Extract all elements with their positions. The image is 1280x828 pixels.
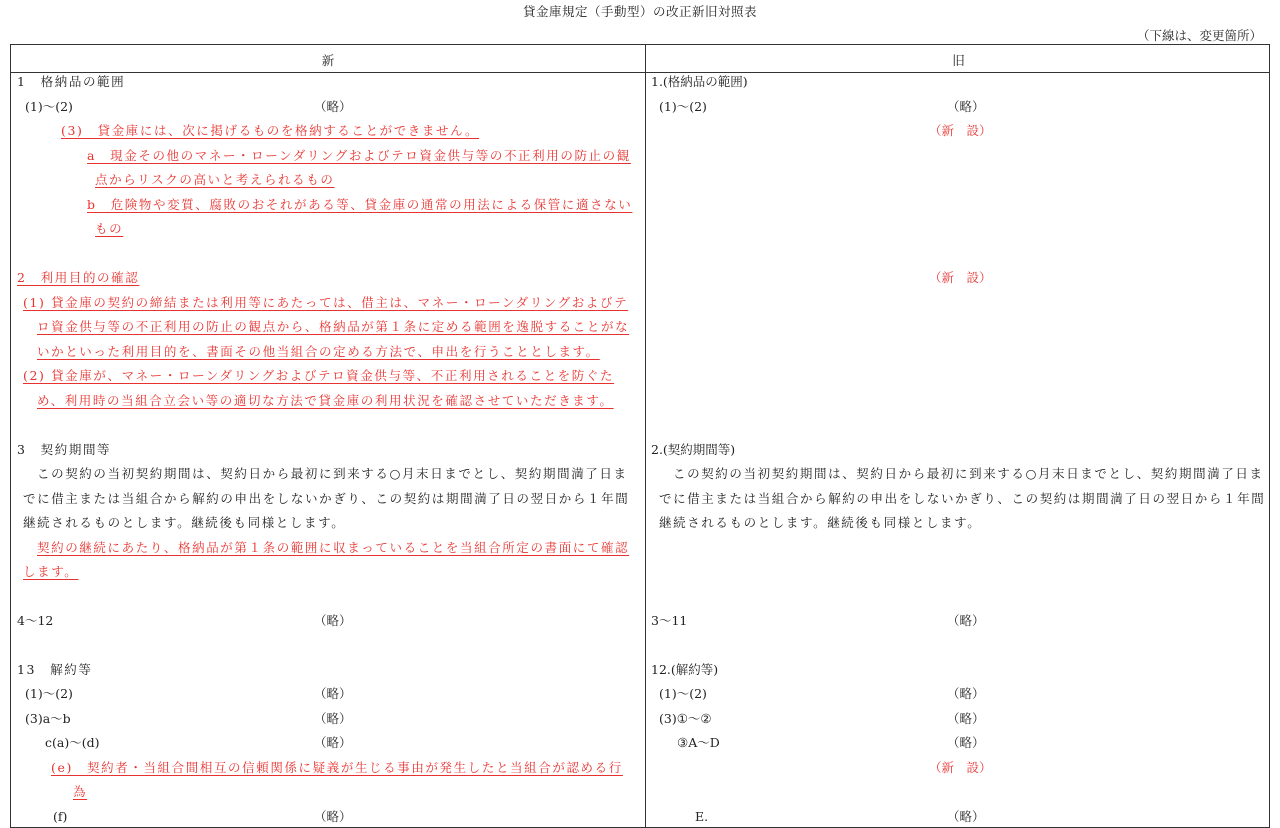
old-section-12-item-3-a-d-omitted: （略） xyxy=(947,735,985,750)
old-section-2-line-1: この契約の当初契約期間は、契約日から最初に到来する○月末日までとし、契約期間満了日ま xyxy=(673,466,1264,481)
new-section-13-item-3a-b: (3)a～b xyxy=(25,711,71,726)
document-title: 貸金庫規定（手動型）の改正新旧対照表 xyxy=(522,4,757,19)
new-section-13-item-c-omitted: （略） xyxy=(314,735,352,750)
column-header-old: 旧 xyxy=(952,53,965,68)
new-section-13-item-e-line-1: (e) 契約者・当組合間相互の信頼関係に疑義が生じる事由が発生したと当組合が認める行 xyxy=(51,760,623,775)
old-section-12-item-3-a-d: ③A～D xyxy=(677,735,720,750)
old-section-12-item-e: E. xyxy=(695,809,709,824)
old-new-provision-marker-1: （新 設） xyxy=(929,123,992,138)
old-new-provision-marker-3: （新 設） xyxy=(929,760,992,775)
old-section-12-items-1-2-omitted: （略） xyxy=(947,686,985,701)
new-section-1-items-1-2-omitted: （略） xyxy=(314,99,352,114)
new-sections-4-12-omitted: （略） xyxy=(314,613,352,628)
new-section-13-item-c: c(a)～(d) xyxy=(45,735,100,750)
new-section-2-heading: 2 利用目的の確認 xyxy=(17,270,140,285)
new-section-2-para-2-line-2: め、利用時の当組合立会い等の適切な方法で貸金庫の利用状況を確認させていただきます。 xyxy=(37,393,614,408)
column-divider xyxy=(645,45,646,827)
old-section-1-heading: 1.(格納品の範囲) xyxy=(651,74,748,89)
new-section-13-items-1-2-omitted: （略） xyxy=(314,686,352,701)
underline-note: （下線は、変更箇所） xyxy=(1136,28,1262,43)
new-section-3-renewal-line-1: 契約の継続にあたり、格納品が第１条の範囲に収まっていることを当組合所定の書面にて確認 xyxy=(37,540,630,555)
table-header-row xyxy=(11,45,1269,73)
old-section-2-heading: 2.(契約期間等) xyxy=(651,442,736,457)
new-section-2-para-1-line-1: (1) 貸金庫の契約の締結または利用等にあたっては、借主は、マネー・ローンダリングおよびテ xyxy=(23,295,629,310)
new-section-1-item-b-line-1: b 危険物や変質、腐敗のおそれがある等、貸金庫の通常の用法による保管に適さない xyxy=(87,197,633,212)
old-sections-3-11-omitted: （略） xyxy=(947,613,985,628)
new-section-1-item-b-line-2: もの xyxy=(95,221,124,236)
new-section-13-item-3a-b-omitted: （略） xyxy=(314,711,352,726)
comparison-table xyxy=(10,44,1270,828)
new-section-3-line-1: この契約の当初契約期間は、契約日から最初に到来する○月末日までとし、契約期間満了日ま xyxy=(37,466,628,481)
old-section-12-items-1-2: (1)～(2) xyxy=(659,686,707,701)
new-section-13-heading: 13 解約等 xyxy=(17,662,93,677)
old-section-12-heading: 12.(解約等) xyxy=(651,662,719,677)
new-section-1-heading: 1 格納品の範囲 xyxy=(17,74,126,89)
new-section-3-heading: 3 契約期間等 xyxy=(17,442,112,457)
old-section-1-items-1-2-omitted: （略） xyxy=(947,99,985,114)
new-section-13-item-e-line-2: 為 xyxy=(73,784,88,799)
old-section-12-item-e-omitted: （略） xyxy=(947,809,985,824)
new-section-1-item-a-line-2: 点からリスクの高いと考えられるもの xyxy=(95,172,335,187)
new-section-3-line-2: でに借主または当組合から解約の申出をしないかぎり、この契約は期間満了日の翌日から１年間 xyxy=(23,491,630,506)
new-section-13-item-f: (f) xyxy=(53,809,68,824)
new-section-1-item-a-line-1: a 現金その他のマネー・ローンダリングおよびテロ資金供与等の不正利用の防止の観 xyxy=(87,148,631,163)
new-section-3-renewal-line-2: します。 xyxy=(23,564,79,579)
old-sections-3-11: 3～11 xyxy=(651,613,688,628)
old-section-2-line-2: でに借主または当組合から解約の申出をしないかぎり、この契約は期間満了日の翌日から１年間 xyxy=(659,491,1266,506)
new-section-3-line-3: 継続されるものとします。継続後も同様とします。 xyxy=(23,515,346,530)
old-section-12-item-3: (3)①～② xyxy=(659,711,712,726)
new-section-2-para-1-line-2: ロ資金供与等の不正利用の防止の観点から、格納品が第１条に定める範囲を逸脱することがな xyxy=(37,319,630,334)
new-section-13-item-f-omitted: （略） xyxy=(314,809,352,824)
new-sections-4-12: 4～12 xyxy=(17,613,54,628)
new-section-1-item-3: (3) 貸金庫には、次に掲げるものを格納することができません。 xyxy=(61,123,480,138)
new-section-2-para-2-line-1: (2) 貸金庫が、マネー・ローンダリングおよびテロ資金供与等、不正利用されることを防ぐた xyxy=(23,368,615,383)
old-section-12-item-3-omitted: （略） xyxy=(947,711,985,726)
new-section-13-items-1-2: (1)～(2) xyxy=(25,686,73,701)
old-new-provision-marker-2: （新 設） xyxy=(929,270,992,285)
old-section-1-items-1-2: (1)～(2) xyxy=(659,99,707,114)
new-section-2-para-1-line-3: いかといった利用目的を、書面その他当組合の定める方法で、申出を行うこととします。 xyxy=(37,344,600,359)
new-section-1-items-1-2: (1)～(2) xyxy=(25,99,73,114)
old-section-2-line-3: 継続されるものとします。継続後も同様とします。 xyxy=(659,515,982,530)
column-header-new: 新 xyxy=(321,53,335,68)
